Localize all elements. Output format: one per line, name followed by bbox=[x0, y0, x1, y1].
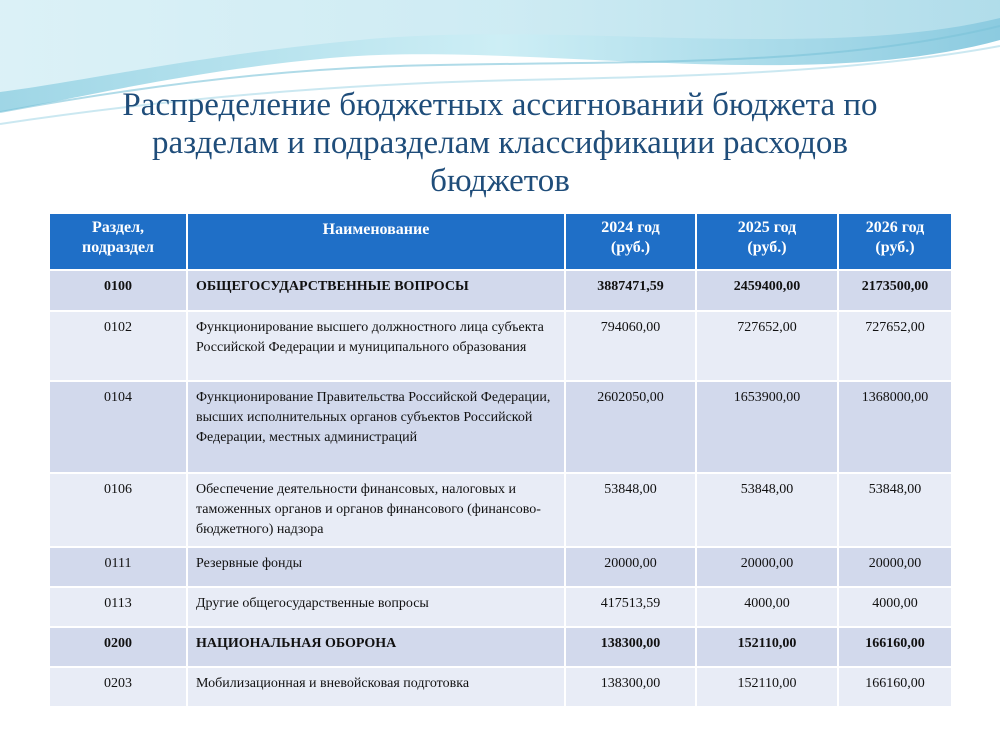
table-row bbox=[49, 311, 952, 381]
table-row-section bbox=[49, 270, 952, 311]
cell-2026: 166160,00 bbox=[838, 627, 952, 667]
cell-2026: 1368000,00 bbox=[838, 381, 952, 473]
table-row-section bbox=[49, 627, 952, 667]
title-line-1: Распределение бюджетных ассигнований бюджета по bbox=[122, 87, 878, 123]
cell-2025: 53848,00 bbox=[696, 473, 838, 547]
title-line-3: бюджетов bbox=[430, 163, 570, 199]
cell-name: НАЦИОНАЛЬНАЯ ОБОРОНА bbox=[187, 627, 565, 667]
cell-2024: 138300,00 bbox=[565, 627, 696, 667]
table-row bbox=[49, 587, 952, 627]
table-header bbox=[49, 213, 952, 270]
budget-table bbox=[48, 212, 953, 708]
cell-2024: 20000,00 bbox=[565, 547, 696, 587]
cell-2025: 152110,00 bbox=[696, 627, 838, 667]
cell-2025: 1653900,00 bbox=[696, 381, 838, 473]
header-2025: 2025 год (руб.) bbox=[696, 213, 838, 270]
cell-code: 0113 bbox=[49, 587, 187, 627]
cell-2024: 3887471,59 bbox=[565, 270, 696, 311]
cell-2026: 166160,00 bbox=[838, 667, 952, 707]
cell-name: Функционирование высшего должностного лица субъекта Российской Федерации и муниципального образования bbox=[187, 311, 565, 381]
header-2024: 2024 год (руб.) bbox=[565, 213, 696, 270]
table-row bbox=[49, 473, 952, 547]
cell-code: 0100 bbox=[49, 270, 187, 311]
header-code: Раздел, подраздел bbox=[49, 213, 187, 270]
cell-name: Обеспечение деятельности финансовых, налоговых и таможенных органов и органов финансового (финансово-бюджетного) надзора bbox=[187, 473, 565, 547]
cell-code: 0200 bbox=[49, 627, 187, 667]
cell-code: 0106 bbox=[49, 473, 187, 547]
cell-2025: 2459400,00 bbox=[696, 270, 838, 311]
cell-2026: 2173500,00 bbox=[838, 270, 952, 311]
cell-2026: 4000,00 bbox=[838, 587, 952, 627]
cell-2026: 53848,00 bbox=[838, 473, 952, 547]
cell-name: ОБЩЕГОСУДАРСТВЕННЫЕ ВОПРОСЫ bbox=[187, 270, 565, 311]
cell-2025: 727652,00 bbox=[696, 311, 838, 381]
table-row bbox=[49, 547, 952, 587]
cell-code: 0111 bbox=[49, 547, 187, 587]
cell-2026: 20000,00 bbox=[838, 547, 952, 587]
cell-2024: 794060,00 bbox=[565, 311, 696, 381]
cell-2024: 2602050,00 bbox=[565, 381, 696, 473]
cell-2024: 138300,00 bbox=[565, 667, 696, 707]
header-name: Наименование bbox=[187, 213, 565, 270]
cell-2026: 727652,00 bbox=[838, 311, 952, 381]
slide-title bbox=[60, 86, 940, 200]
cell-code: 0104 bbox=[49, 381, 187, 473]
cell-name: Резервные фонды bbox=[187, 547, 565, 587]
cell-2025: 20000,00 bbox=[696, 547, 838, 587]
header-2026: 2026 год (руб.) bbox=[838, 213, 952, 270]
cell-2024: 53848,00 bbox=[565, 473, 696, 547]
table-row bbox=[49, 667, 952, 707]
table-row bbox=[49, 381, 952, 473]
cell-2025: 4000,00 bbox=[696, 587, 838, 627]
cell-code: 0102 bbox=[49, 311, 187, 381]
cell-code: 0203 bbox=[49, 667, 187, 707]
cell-2024: 417513,59 bbox=[565, 587, 696, 627]
cell-name: Другие общегосударственные вопросы bbox=[187, 587, 565, 627]
cell-name: Функционирование Правительства Российской Федерации, высших исполнительных органов субъектов Российской Федерации, местных администраций bbox=[187, 381, 565, 473]
cell-2025: 152110,00 bbox=[696, 667, 838, 707]
title-line-2: разделам и подразделам классификации расходов bbox=[151, 125, 849, 161]
cell-name: Мобилизационная и вневойсковая подготовка bbox=[187, 667, 565, 707]
